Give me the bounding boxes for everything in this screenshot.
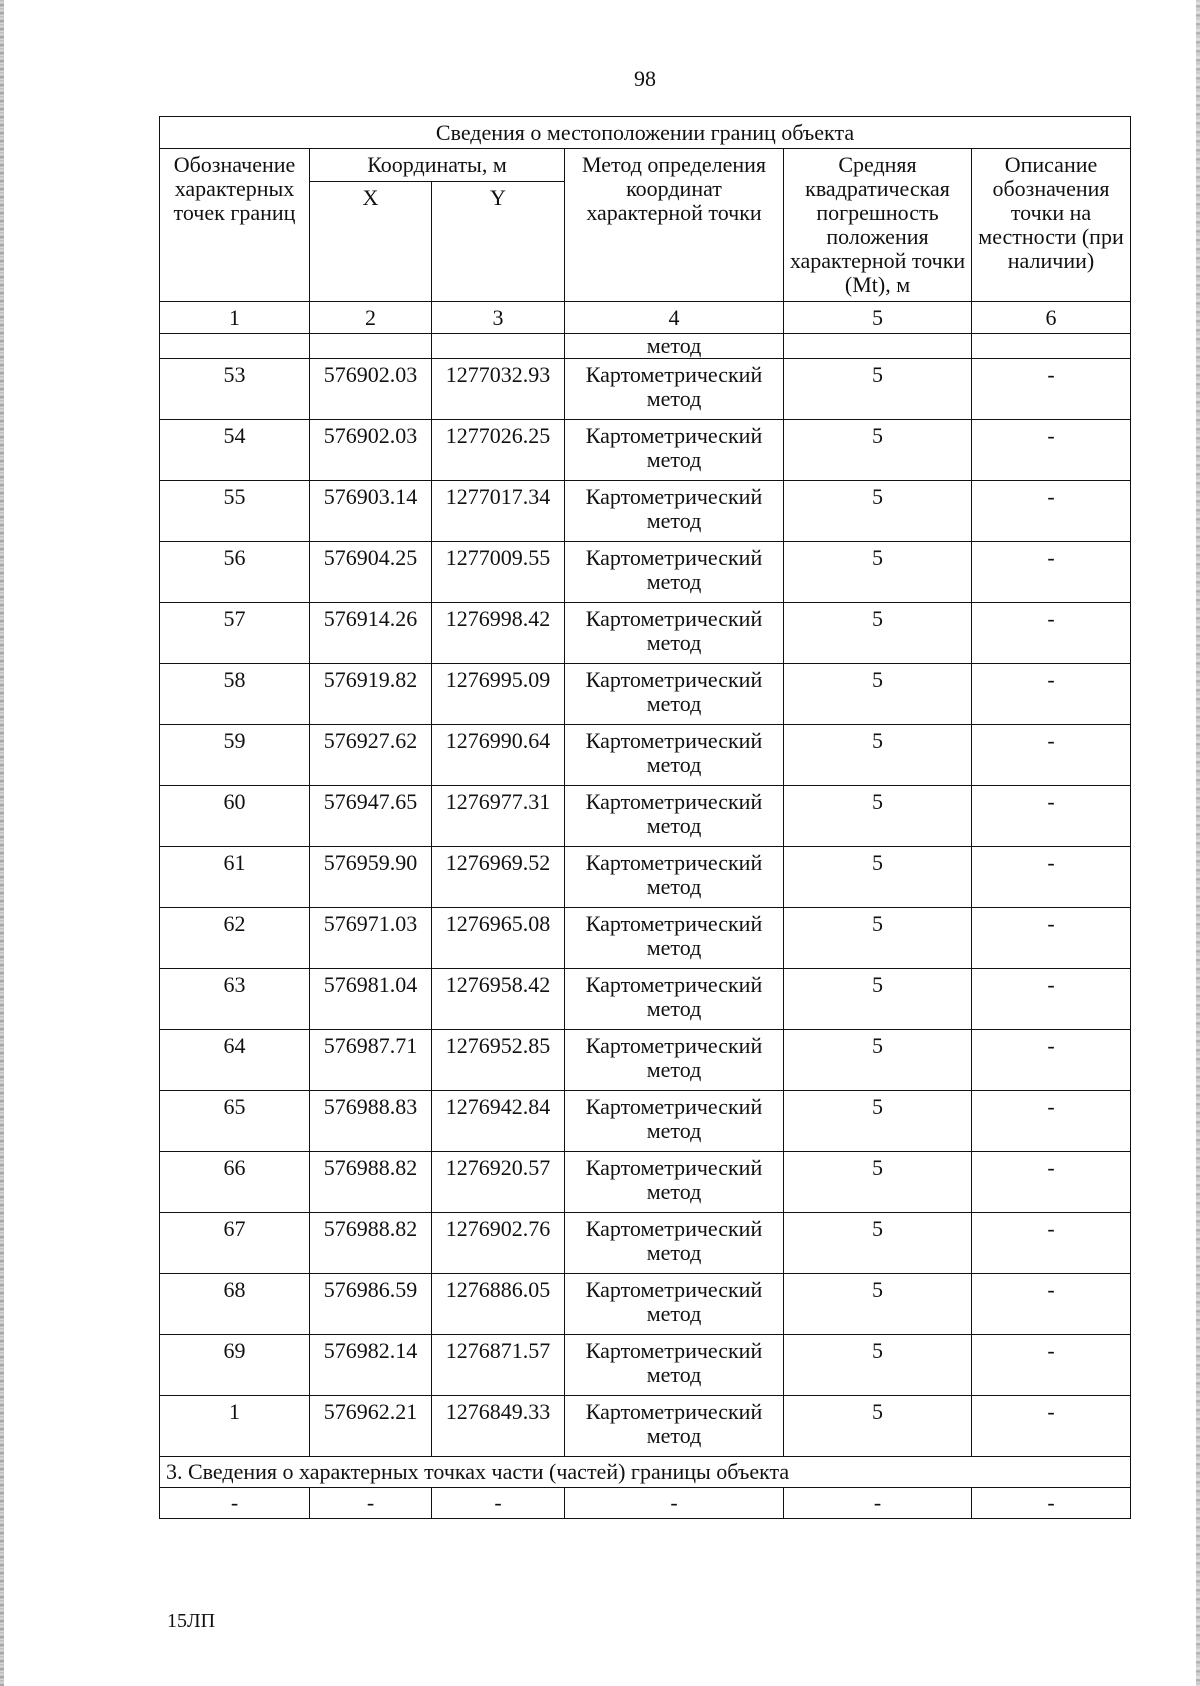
method-line-2: метод bbox=[646, 508, 702, 533]
description-cell: - bbox=[972, 725, 1131, 786]
x-coordinate-cell: 576987.71 bbox=[310, 1030, 432, 1091]
method-line-2: метод bbox=[646, 691, 702, 716]
method-cell bbox=[565, 1335, 784, 1396]
error-cell: 5 bbox=[784, 847, 972, 908]
description-cell: - bbox=[972, 969, 1131, 1030]
description-cell: - bbox=[972, 908, 1131, 969]
table-row bbox=[160, 1091, 1131, 1152]
error-cell: 5 bbox=[784, 420, 972, 481]
point-designation-cell: 60 bbox=[160, 786, 310, 847]
method-line-2: метод bbox=[646, 752, 702, 777]
column-number: 4 bbox=[565, 302, 784, 334]
column-number: 1 bbox=[160, 302, 310, 334]
y-coordinate-cell: 1276952.85 bbox=[432, 1030, 565, 1091]
description-cell: - bbox=[972, 847, 1131, 908]
method-line-2: метод bbox=[646, 1179, 702, 1204]
description-cell: - bbox=[972, 481, 1131, 542]
x-coordinate-cell: 576947.65 bbox=[310, 786, 432, 847]
section-3-cell: - bbox=[310, 1488, 432, 1519]
x-coordinate-cell: 576971.03 bbox=[310, 908, 432, 969]
y-coordinate-cell: 1276871.57 bbox=[432, 1335, 565, 1396]
method-line-1: Картометрический bbox=[585, 1216, 763, 1241]
section-3-cell: - bbox=[565, 1488, 784, 1519]
error-cell: 5 bbox=[784, 542, 972, 603]
y-coordinate-cell: 1276920.57 bbox=[432, 1152, 565, 1213]
method-line-1: Картометрический bbox=[585, 1399, 763, 1424]
y-coordinate-cell: 1276958.42 bbox=[432, 969, 565, 1030]
method-cell bbox=[565, 1152, 784, 1213]
y-coordinate-cell: 1276849.33 bbox=[432, 1396, 565, 1457]
method-line-1: Картометрический bbox=[585, 484, 763, 509]
method-line-1: Картометрический bbox=[585, 1155, 763, 1180]
table-row bbox=[160, 1335, 1131, 1396]
description-cell: - bbox=[972, 1396, 1131, 1457]
section-3-title: 3. Сведения о характерных точках части (частей) границы объекта bbox=[160, 1457, 1131, 1488]
method-line-2: метод bbox=[646, 1301, 702, 1326]
y-coordinate-cell: 1276990.64 bbox=[432, 725, 565, 786]
method-cell bbox=[565, 481, 784, 542]
method-line-1: Картометрический bbox=[585, 545, 763, 570]
description-cell: - bbox=[972, 1213, 1131, 1274]
header-point-designation: Обозначение характерных точек границ bbox=[160, 149, 310, 302]
table-row bbox=[160, 420, 1131, 481]
point-designation-cell: 58 bbox=[160, 664, 310, 725]
point-designation-cell: 64 bbox=[160, 1030, 310, 1091]
page-number: 98 bbox=[634, 66, 656, 91]
x-coordinate-cell: 576959.90 bbox=[310, 847, 432, 908]
point-designation-cell: 66 bbox=[160, 1152, 310, 1213]
column-number: 3 bbox=[432, 302, 565, 334]
method-cell bbox=[565, 847, 784, 908]
scan-edge-right bbox=[1196, 0, 1200, 1686]
table-title-row bbox=[160, 117, 1131, 149]
method-line-1: Картометрический bbox=[585, 972, 763, 997]
method-line-2: метод bbox=[646, 1362, 702, 1387]
method-cell bbox=[565, 786, 784, 847]
method-line-1: Картометрический bbox=[585, 362, 763, 387]
x-coordinate-cell: 576981.04 bbox=[310, 969, 432, 1030]
error-cell: 5 bbox=[784, 1091, 972, 1152]
section-3-cell: - bbox=[972, 1488, 1131, 1519]
method-line-2: метод bbox=[646, 630, 702, 655]
y-coordinate-cell: 1277009.55 bbox=[432, 542, 565, 603]
page-number-container bbox=[0, 66, 1200, 92]
x-coordinate-cell: 576927.62 bbox=[310, 725, 432, 786]
section-3-cell: - bbox=[432, 1488, 565, 1519]
description-cell: - bbox=[972, 1091, 1131, 1152]
point-designation-cell: 67 bbox=[160, 1213, 310, 1274]
section-3-cell: - bbox=[160, 1488, 310, 1519]
method-line-2: метод bbox=[646, 813, 702, 838]
description-cell: - bbox=[972, 542, 1131, 603]
method-cell bbox=[565, 1274, 784, 1335]
point-designation-cell: 53 bbox=[160, 359, 310, 420]
continuation-cell bbox=[432, 334, 565, 359]
error-cell: 5 bbox=[784, 481, 972, 542]
table-row bbox=[160, 908, 1131, 969]
method-line-1: Картометрический bbox=[585, 606, 763, 631]
method-cell bbox=[565, 664, 784, 725]
method-cell bbox=[565, 969, 784, 1030]
y-coordinate-cell: 1276969.52 bbox=[432, 847, 565, 908]
method-line-2: метод bbox=[646, 1057, 702, 1082]
header-row-1 bbox=[160, 149, 1131, 182]
method-line-2: метод bbox=[646, 874, 702, 899]
x-coordinate-cell: 576914.26 bbox=[310, 603, 432, 664]
method-cell bbox=[565, 359, 784, 420]
table-row bbox=[160, 1274, 1131, 1335]
method-line-2: метод bbox=[646, 935, 702, 960]
method-cell bbox=[565, 908, 784, 969]
header-y: Y bbox=[432, 182, 565, 302]
x-coordinate-cell: 576982.14 bbox=[310, 1335, 432, 1396]
point-designation-cell: 65 bbox=[160, 1091, 310, 1152]
description-cell: - bbox=[972, 420, 1131, 481]
method-line-1: Картометрический bbox=[585, 1094, 763, 1119]
header-x: X bbox=[310, 182, 432, 302]
method-cell bbox=[565, 1213, 784, 1274]
continuation-cell bbox=[310, 334, 432, 359]
point-designation-cell: 56 bbox=[160, 542, 310, 603]
table-row bbox=[160, 847, 1131, 908]
point-designation-cell: 55 bbox=[160, 481, 310, 542]
method-cell bbox=[565, 1030, 784, 1091]
header-coordinates: Координаты, м bbox=[310, 149, 565, 182]
table-row bbox=[160, 664, 1131, 725]
method-line-1: Картометрический bbox=[585, 850, 763, 875]
method-line-1: Картометрический bbox=[585, 1338, 763, 1363]
method-line-2: метод bbox=[646, 1423, 702, 1448]
error-cell: 5 bbox=[784, 359, 972, 420]
y-coordinate-cell: 1277017.34 bbox=[432, 481, 565, 542]
y-coordinate-cell: 1276965.08 bbox=[432, 908, 565, 969]
error-cell: 5 bbox=[784, 1213, 972, 1274]
column-number: 2 bbox=[310, 302, 432, 334]
description-cell: - bbox=[972, 1152, 1131, 1213]
error-cell: 5 bbox=[784, 603, 972, 664]
description-cell: - bbox=[972, 603, 1131, 664]
y-coordinate-cell: 1276977.31 bbox=[432, 786, 565, 847]
y-coordinate-cell: 1276902.76 bbox=[432, 1213, 565, 1274]
method-line-1: Картометрический bbox=[585, 1277, 763, 1302]
y-coordinate-cell: 1276886.05 bbox=[432, 1274, 565, 1335]
table-row bbox=[160, 359, 1131, 420]
table-row bbox=[160, 603, 1131, 664]
y-coordinate-cell: 1277032.93 bbox=[432, 359, 565, 420]
method-line-2: метод bbox=[646, 996, 702, 1021]
point-designation-cell: 61 bbox=[160, 847, 310, 908]
description-cell: - bbox=[972, 1335, 1131, 1396]
table-row bbox=[160, 542, 1131, 603]
description-cell: - bbox=[972, 359, 1131, 420]
table-title: Сведения о местоположении границ объекта bbox=[160, 117, 1131, 149]
y-coordinate-cell: 1276995.09 bbox=[432, 664, 565, 725]
method-line-2: метод bbox=[646, 1240, 702, 1265]
x-coordinate-cell: 576902.03 bbox=[310, 420, 432, 481]
error-cell: 5 bbox=[784, 1030, 972, 1091]
error-cell: 5 bbox=[784, 725, 972, 786]
method-line-2: метод bbox=[646, 1118, 702, 1143]
method-line-2: метод bbox=[646, 386, 702, 411]
error-cell: 5 bbox=[784, 1335, 972, 1396]
error-cell: 5 bbox=[784, 664, 972, 725]
description-cell: - bbox=[972, 664, 1131, 725]
method-line-2: метод bbox=[646, 447, 702, 472]
x-coordinate-cell: 576962.21 bbox=[310, 1396, 432, 1457]
y-coordinate-cell: 1276942.84 bbox=[432, 1091, 565, 1152]
x-coordinate-cell: 576902.03 bbox=[310, 359, 432, 420]
table-row bbox=[160, 786, 1131, 847]
method-cell bbox=[565, 1396, 784, 1457]
description-cell: - bbox=[972, 1274, 1131, 1335]
point-designation-cell: 1 bbox=[160, 1396, 310, 1457]
method-line-1: Картометрический bbox=[585, 1033, 763, 1058]
error-cell: 5 bbox=[784, 969, 972, 1030]
method-cell bbox=[565, 725, 784, 786]
header-method: Метод определения координат характерной точки bbox=[565, 149, 784, 302]
method-cell bbox=[565, 1091, 784, 1152]
header-error: Средняя квадратическая погрешность положения характерной точки (Mt), м bbox=[784, 149, 972, 302]
x-coordinate-cell: 576919.82 bbox=[310, 664, 432, 725]
point-designation-cell: 54 bbox=[160, 420, 310, 481]
section-3-data-row bbox=[160, 1488, 1131, 1519]
table-row bbox=[160, 1396, 1131, 1457]
point-designation-cell: 68 bbox=[160, 1274, 310, 1335]
method-cell bbox=[565, 542, 784, 603]
x-coordinate-cell: 576988.83 bbox=[310, 1091, 432, 1152]
table-row bbox=[160, 1152, 1131, 1213]
method-line-1: Картометрический bbox=[585, 911, 763, 936]
error-cell: 5 bbox=[784, 1152, 972, 1213]
x-coordinate-cell: 576988.82 bbox=[310, 1213, 432, 1274]
header-description: Описание обозначения точки на местности (при наличии) bbox=[972, 149, 1131, 302]
table-row bbox=[160, 1213, 1131, 1274]
description-cell: - bbox=[972, 786, 1131, 847]
error-cell: 5 bbox=[784, 1274, 972, 1335]
description-cell: - bbox=[972, 1030, 1131, 1091]
column-number: 5 bbox=[784, 302, 972, 334]
table-row bbox=[160, 481, 1131, 542]
method-line-1: Картометрический bbox=[585, 423, 763, 448]
continuation-method: метод bbox=[565, 334, 784, 359]
column-number-row bbox=[160, 302, 1131, 334]
table-row bbox=[160, 725, 1131, 786]
point-designation-cell: 59 bbox=[160, 725, 310, 786]
method-line-1: Картометрический bbox=[585, 789, 763, 814]
point-designation-cell: 63 bbox=[160, 969, 310, 1030]
method-line-2: метод bbox=[646, 569, 702, 594]
method-cell bbox=[565, 603, 784, 664]
error-cell: 5 bbox=[784, 786, 972, 847]
x-coordinate-cell: 576903.14 bbox=[310, 481, 432, 542]
method-cell bbox=[565, 420, 784, 481]
point-designation-cell: 57 bbox=[160, 603, 310, 664]
scan-edge-left bbox=[0, 0, 4, 1686]
section-3-cell: - bbox=[784, 1488, 972, 1519]
continuation-cell bbox=[784, 334, 972, 359]
point-designation-cell: 69 bbox=[160, 1335, 310, 1396]
column-number: 6 bbox=[972, 302, 1131, 334]
continuation-cell bbox=[972, 334, 1131, 359]
y-coordinate-cell: 1276998.42 bbox=[432, 603, 565, 664]
y-coordinate-cell: 1277026.25 bbox=[432, 420, 565, 481]
error-cell: 5 bbox=[784, 1396, 972, 1457]
point-designation-cell: 62 bbox=[160, 908, 310, 969]
section-3-row bbox=[160, 1457, 1131, 1488]
boundary-table-wrapper bbox=[159, 116, 1130, 1519]
continuation-cell bbox=[160, 334, 310, 359]
method-line-1: Картометрический bbox=[585, 667, 763, 692]
footer-code: 15ЛП bbox=[167, 1610, 216, 1632]
error-cell: 5 bbox=[784, 908, 972, 969]
x-coordinate-cell: 576904.25 bbox=[310, 542, 432, 603]
table-row bbox=[160, 969, 1131, 1030]
table-row bbox=[160, 1030, 1131, 1091]
x-coordinate-cell: 576988.82 bbox=[310, 1152, 432, 1213]
boundary-table bbox=[159, 116, 1131, 1519]
method-line-1: Картометрический bbox=[585, 728, 763, 753]
x-coordinate-cell: 576986.59 bbox=[310, 1274, 432, 1335]
continuation-row bbox=[160, 334, 1131, 359]
